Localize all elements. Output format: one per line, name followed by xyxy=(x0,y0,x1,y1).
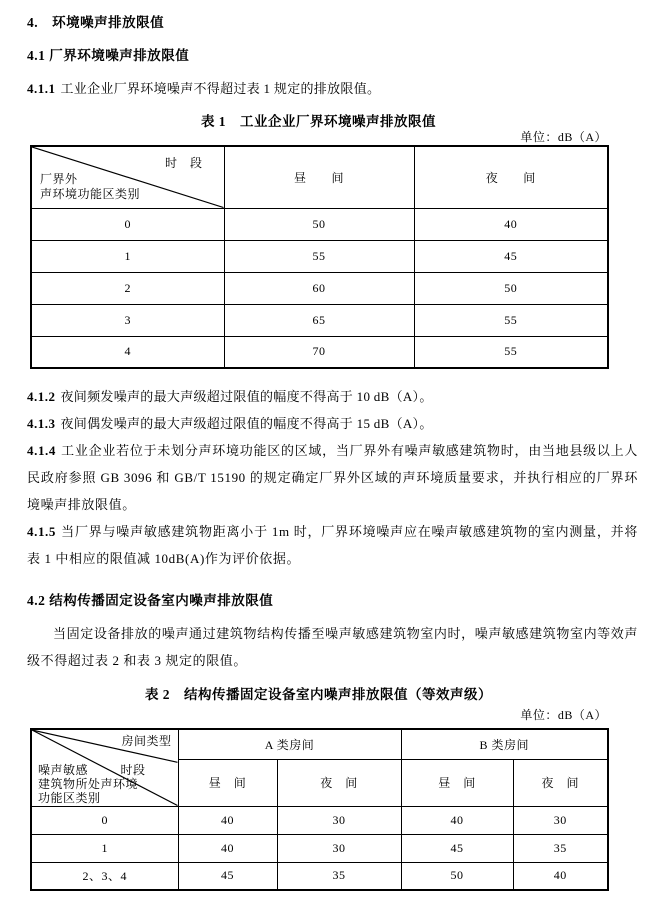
night-value: 40 xyxy=(414,208,608,240)
corner-zone-label-3: 功能区类别 xyxy=(38,791,101,805)
corner-zone-label-1: 厂界外 xyxy=(40,172,78,186)
clause-number: 4.1.4 xyxy=(27,443,56,458)
b-night-value: 40 xyxy=(513,862,608,890)
table2-caption: 表 2 结构传播固定设备室内噪声排放限值（等效声级） xyxy=(144,687,493,702)
clause-text: 夜间偶发噪声的最大声级超过限值的幅度不得高于 15 dB（A）。 xyxy=(60,416,433,431)
table-row xyxy=(31,208,608,240)
zone-cell: 0 xyxy=(31,806,178,834)
clause-number: 4.1.5 xyxy=(27,524,56,539)
table-row xyxy=(31,806,608,834)
table1-unit-label: 单位：dB（A） xyxy=(520,130,607,144)
table2-header-row-1 xyxy=(31,729,608,759)
section-heading-4-1: 4.1 厂界环境噪声排放限值 xyxy=(27,48,190,63)
day-value: 50 xyxy=(224,208,414,240)
table-row xyxy=(31,862,608,890)
day-value: 55 xyxy=(224,240,414,272)
table-row xyxy=(31,272,608,304)
clause-4-1-4 xyxy=(27,437,638,518)
a-day-value: 40 xyxy=(178,834,277,862)
table1-grid xyxy=(30,145,609,369)
day-value: 70 xyxy=(224,336,414,368)
clause-4-1-3 xyxy=(27,415,433,432)
corner-zone-label-2: 建筑物所处声环境 xyxy=(38,777,139,791)
b-day-value: 45 xyxy=(401,834,513,862)
table-row xyxy=(31,834,608,862)
table1-corner-cell xyxy=(31,146,224,208)
clause-number: 4.1.3 xyxy=(27,416,56,431)
corner-period-label: 时段 xyxy=(120,763,146,777)
zone-cell: 4 xyxy=(31,336,224,368)
table1 xyxy=(30,145,609,369)
b-night-value: 30 xyxy=(513,806,608,834)
corner-period-label: 时 段 xyxy=(164,156,203,170)
clause-4-1-1 xyxy=(27,80,380,97)
b-night-value: 35 xyxy=(513,834,608,862)
a-night-value: 30 xyxy=(277,806,401,834)
zone-cell: 1 xyxy=(31,834,178,862)
corner-zone-label-1: 噪声敏感 xyxy=(38,763,89,777)
clause-4-1-2 xyxy=(27,388,433,405)
table1-header-row xyxy=(31,146,608,208)
table2-unit-label: 单位：dB（A） xyxy=(520,708,607,722)
section-heading-4-2: 4.2 结构传播固定设备室内噪声排放限值 xyxy=(27,593,274,608)
a-day-value: 45 xyxy=(178,862,277,890)
clause-text: 工业企业若位于未划分声环境功能区的区域，当厂界外有噪声敏感建筑物时，由当地县级以上人民政府参照 GB 3096 和 GB/T 15190 的规定确定厂界外区域的声环境质量要求，并执行相应的厂界环境噪声排放限值。 xyxy=(27,443,638,512)
clause-number: 4.1.2 xyxy=(27,389,56,404)
clause-text: 夜间频发噪声的最大声级超过限值的幅度不得高于 10 dB（A）。 xyxy=(60,389,433,404)
paragraph-4-2: 当固定设备排放的噪声通过建筑物结构传播至噪声敏感建筑物室内时，噪声敏感建筑物室内等效声级不得超过表 2 和表 3 规定的限值。 xyxy=(27,626,638,668)
corner-zone-label-2: 声环境功能区类别 xyxy=(40,187,141,201)
table1-caption: 表 1 工业企业厂界环境噪声排放限值 xyxy=(200,114,437,129)
day-value: 65 xyxy=(224,304,414,336)
table1-col-day: 昼 间 xyxy=(224,146,414,208)
table2-col-b-day: 昼 间 xyxy=(401,759,513,806)
corner-roomtype-label: 房间类型 xyxy=(121,734,172,748)
table-row xyxy=(31,304,608,336)
night-value: 55 xyxy=(414,304,608,336)
night-value: 50 xyxy=(414,272,608,304)
clause-number: 4.1.1 xyxy=(27,81,56,96)
table-row xyxy=(31,336,608,368)
zone-cell: 2 xyxy=(31,272,224,304)
night-value: 45 xyxy=(414,240,608,272)
zone-cell: 3 xyxy=(31,304,224,336)
table-row xyxy=(31,240,608,272)
day-value: 60 xyxy=(224,272,414,304)
table2-col-a-day: 昼 间 xyxy=(178,759,277,806)
table1-col-night: 夜 间 xyxy=(414,146,608,208)
zone-cell: 2、3、4 xyxy=(31,862,178,890)
table2 xyxy=(30,728,609,891)
a-night-value: 30 xyxy=(277,834,401,862)
night-value: 55 xyxy=(414,336,608,368)
clause-text: 工业企业厂界环境噪声不得超过表 1 规定的排放限值。 xyxy=(60,81,381,96)
table2-col-a-night: 夜 间 xyxy=(277,759,401,806)
table2-group-a-header: A 类房间 xyxy=(178,729,401,759)
b-day-value: 50 xyxy=(401,862,513,890)
b-day-value: 40 xyxy=(401,806,513,834)
section-heading-4: 4. 环境噪声排放限值 xyxy=(27,15,165,30)
clause-4-1-5 xyxy=(27,518,638,572)
table2-corner-cell xyxy=(31,729,178,806)
table2-grid xyxy=(30,728,609,891)
a-night-value: 35 xyxy=(277,862,401,890)
zone-cell: 1 xyxy=(31,240,224,272)
clause-text: 当厂界与噪声敏感建筑物距离小于 1m 时，厂界环境噪声应在噪声敏感建筑物的室内测量，并将表 1 中相应的限值减 10dB(A)作为评价依据。 xyxy=(27,524,638,566)
table2-col-b-night: 夜 间 xyxy=(513,759,608,806)
a-day-value: 40 xyxy=(178,806,277,834)
table2-group-b-header: B 类房间 xyxy=(401,729,608,759)
zone-cell: 0 xyxy=(31,208,224,240)
